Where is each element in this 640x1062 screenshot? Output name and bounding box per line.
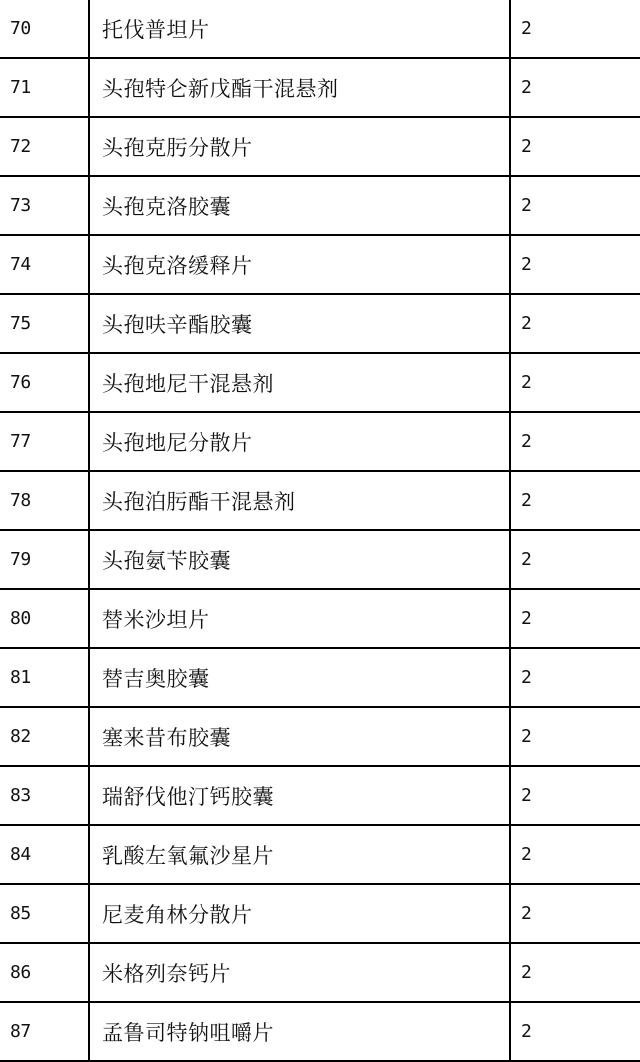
drug-name: 托伐普坦片	[89, 0, 510, 58]
drug-name: 头孢呋辛酯胶囊	[89, 294, 510, 353]
drug-name: 尼麦角林分散片	[89, 884, 510, 943]
row-number: 71	[0, 58, 89, 117]
count-value: 2	[510, 294, 640, 353]
count-value: 2	[510, 471, 640, 530]
drug-name: 替吉奥胶囊	[89, 648, 510, 707]
drug-name: 头孢氨苄胶囊	[89, 530, 510, 589]
row-number: 83	[0, 766, 89, 825]
drug-name: 孟鲁司特钠咀嚼片	[89, 1002, 510, 1061]
count-value: 2	[510, 412, 640, 471]
table-row	[0, 58, 640, 117]
row-number: 72	[0, 117, 89, 176]
drug-name: 乳酸左氧氟沙星片	[89, 825, 510, 884]
table-row	[0, 412, 640, 471]
count-value: 2	[510, 648, 640, 707]
row-number: 79	[0, 530, 89, 589]
row-number: 82	[0, 707, 89, 766]
row-number: 86	[0, 943, 89, 1002]
table-row	[0, 353, 640, 412]
drug-name: 头孢克洛胶囊	[89, 176, 510, 235]
drug-name: 替米沙坦片	[89, 589, 510, 648]
count-value: 2	[510, 176, 640, 235]
count-value: 2	[510, 353, 640, 412]
table-row	[0, 117, 640, 176]
row-number: 75	[0, 294, 89, 353]
row-number: 77	[0, 412, 89, 471]
table-row	[0, 766, 640, 825]
table-row	[0, 589, 640, 648]
count-value: 2	[510, 589, 640, 648]
count-value: 2	[510, 707, 640, 766]
count-value: 2	[510, 530, 640, 589]
table-row	[0, 294, 640, 353]
drug-name: 米格列奈钙片	[89, 943, 510, 1002]
table-row	[0, 707, 640, 766]
table-row	[0, 1002, 640, 1061]
row-number: 78	[0, 471, 89, 530]
count-value: 2	[510, 235, 640, 294]
row-number: 74	[0, 235, 89, 294]
row-number: 80	[0, 589, 89, 648]
count-value: 2	[510, 943, 640, 1002]
table-row	[0, 235, 640, 294]
table-row	[0, 176, 640, 235]
table-row	[0, 471, 640, 530]
count-value: 2	[510, 766, 640, 825]
drug-name: 瑞舒伐他汀钙胶囊	[89, 766, 510, 825]
drug-name: 头孢地尼分散片	[89, 412, 510, 471]
row-number: 73	[0, 176, 89, 235]
drug-name: 头孢克肟分散片	[89, 117, 510, 176]
table-row	[0, 884, 640, 943]
row-number: 81	[0, 648, 89, 707]
count-value: 2	[510, 0, 640, 58]
table-row	[0, 648, 640, 707]
drug-name: 头孢地尼干混悬剂	[89, 353, 510, 412]
table-row	[0, 825, 640, 884]
table-row	[0, 0, 640, 58]
row-number: 84	[0, 825, 89, 884]
row-number: 76	[0, 353, 89, 412]
drug-name: 头孢特仑新戊酯干混悬剂	[89, 58, 510, 117]
count-value: 2	[510, 1002, 640, 1061]
row-number: 85	[0, 884, 89, 943]
table-row	[0, 530, 640, 589]
count-value: 2	[510, 117, 640, 176]
drug-name: 头孢泊肟酯干混悬剂	[89, 471, 510, 530]
count-value: 2	[510, 884, 640, 943]
table-row	[0, 943, 640, 1002]
drug-name: 塞来昔布胶囊	[89, 707, 510, 766]
row-number: 87	[0, 1002, 89, 1061]
row-number: 70	[0, 0, 89, 58]
count-value: 2	[510, 58, 640, 117]
count-value: 2	[510, 825, 640, 884]
drug-name: 头孢克洛缓释片	[89, 235, 510, 294]
